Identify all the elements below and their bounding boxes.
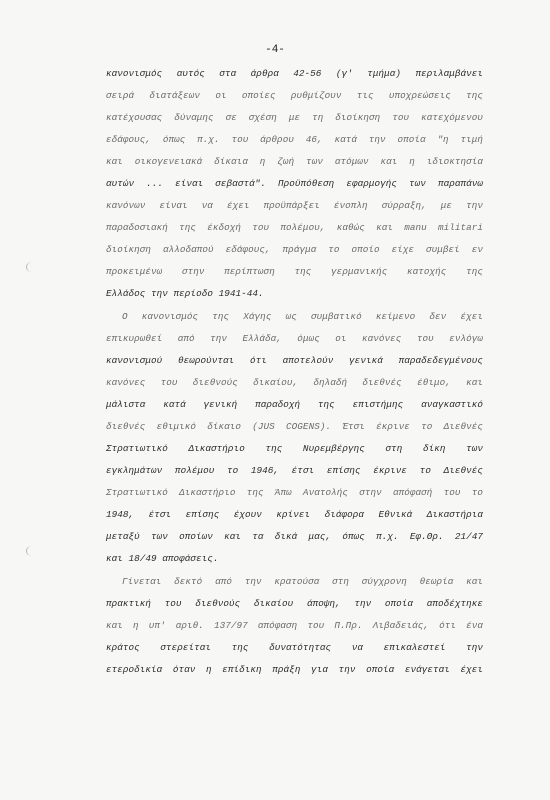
text-line: μάλιστα κατά γενική παραδοχή της επιστήμης αναγκαστικό [106, 399, 483, 410]
text-line: επικυρωθεί από την Ελλάδα, όμως οι κανόνες του ενλόγω [106, 333, 483, 344]
page-number: -4- [265, 44, 285, 56]
text-line: παραδοσιακή της έκδοχή του πολέμου, καθώς και manu militari [106, 222, 483, 233]
text-line: Στρατιωτικό Δικαστήριο της Άπω Ανατολής στην απόφασή του το [106, 487, 483, 498]
text-line: ετεροδικία όταν η επίδικη πράξη για την οποία ενάγεται έχει [106, 664, 483, 675]
text-line: κανονισμού θεωρούνται ότι αποτελούν γενικά παραδεδεγμένους [106, 355, 483, 366]
text-line: προκειμένω στην περίπτωση της γερμανικής κατοχής της [106, 266, 483, 277]
text-line: κανονισμός αυτός στα άρθρα 42-56 (γ' τμήμα) περιλαμβάνει [106, 68, 483, 79]
text-line: αυτών ... είναι σεβαστά". Προϋπόθεση εφαρμογής των παραπάνω [106, 178, 483, 189]
text-line: Στρατιωτικό Δικαστήριο της Νυρεμβέργης στη δίκη των [106, 443, 483, 454]
text-line: και η υπ' αριθ. 137/97 απόφαση του Π.Πρ. Λιβαδειάς, ότι ένα [106, 620, 483, 631]
text-line: Ελλάδος την περίοδο 1941-44. [106, 288, 264, 299]
text-line: πρακτική του διεθνούς δικαίου άποψη, την οποία αποδέχτηκε [106, 598, 483, 609]
text-line: σειρά διατάξεων οι οποίες ρυθμίζουν τις υποχρεώσεις της [106, 90, 483, 101]
punch-hole-mark [26, 262, 37, 272]
text-line: κανόνων είναι να έχει προϋπάρξει ένοπλη σύρραξη, με την [106, 200, 483, 211]
text-line: διοίκηση αλλοδαπού εδάφους, πράγμα το οποίο είχε συμβεί εν [106, 244, 483, 255]
text-line: και 18/49 αποφάσεις. [106, 553, 219, 564]
punch-hole-mark [26, 546, 37, 556]
text-line: και οικογενειακά δίκαια η ζωή των ατόμων και η ιδιοκτησία [106, 156, 483, 167]
text-line: 1948, έτσι επίσης έχουν κρίνει διάφορα Εθνικά Δικαστήρια [106, 509, 483, 520]
text-line: εδάφους, όπως π.χ. του άρθρου 46, κατά την οποία "η τιμή [106, 134, 483, 145]
text-line: διεθνές εθιμικό δίκαιο (JUS COGENS). Έτσι έκρινε το Διεθνές [106, 421, 483, 432]
text-line: κατέχουσας δύναμης σε σχέση με τη διοίκηση του κατεχόμενου [106, 112, 483, 123]
text-line: κράτος στερείται της δυνατότητας να επικαλεστεί την [106, 642, 483, 653]
text-line: Ο κανονισμός της Χάγης ως συμβατικό κείμενο δεν έχει [122, 311, 483, 322]
text-line: μεταξύ των οποίων και τα δικά μας, όπως π.χ. Εφ.Θρ. 21/47 [106, 531, 483, 542]
text-line: Γίνεται δεκτό από την κρατούσα στη σύγχρονη θεωρία και [122, 576, 483, 587]
text-line: κανόνες του διεθνούς δικαίου, δηλαδή διεθνές έθιμο, και [106, 377, 483, 388]
text-line: εγκλημάτων πολέμου το 1946, έτσι επίσης έκρινε το Διεθνές [106, 465, 483, 476]
